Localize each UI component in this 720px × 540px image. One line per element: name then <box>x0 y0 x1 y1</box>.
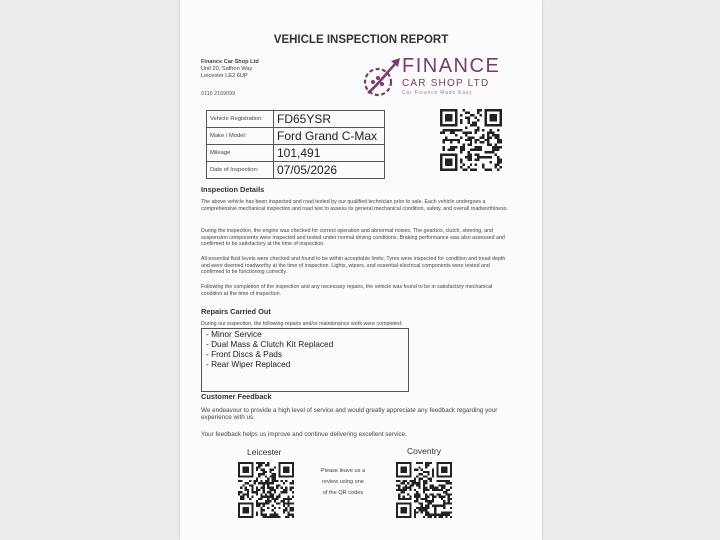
review-prompt-line-3: of the QR codes <box>322 490 364 496</box>
inspection-date-value: 07/05/2026 <box>274 162 385 179</box>
review-prompt-line-2: review using one <box>322 479 364 485</box>
repairs-list <box>201 328 409 392</box>
table-row <box>207 145 385 162</box>
list-item: - Minor Service <box>206 329 262 339</box>
leicester-label: Leicester <box>247 447 282 457</box>
address-line-1: Unit 20, Saffron Way <box>201 66 253 72</box>
table-row <box>207 128 385 145</box>
feedback-heading: Customer Feedback <box>201 392 272 401</box>
address-line-2: Leicester LE2 6UP <box>201 73 248 79</box>
repairs-heading: Repairs Carried Out <box>201 307 271 316</box>
review-prompt-line-1: Please leave us a <box>320 468 366 474</box>
qr-code-icon <box>440 108 502 172</box>
leicester-qr-code-icon <box>238 461 294 519</box>
vehicle-details-table <box>206 110 385 179</box>
mileage-label: Mileage <box>207 145 274 162</box>
list-item: - Dual Mass & Clutch Kit Replaced <box>206 339 334 349</box>
make-model-value: Ford Grand C-Max <box>274 128 385 145</box>
feedback-paragraph-2: Your feedback helps us improve and continue delivering excellent service. <box>201 431 407 438</box>
vehicle-registration-value: FD65YSR <box>274 111 385 128</box>
report-page <box>180 0 542 540</box>
inspection-date-label: Date of Inspection: <box>207 162 274 179</box>
inspection-paragraph-3: All essential fluid levels were checked and found to be within acceptable limits. Tyres were inspected for condition and tread depth and were deemed roadworthy at the time of inspection. Lights, wipers, and essential electrical components were tested and confirmed to be functioning correctly. <box>201 256 506 276</box>
inspection-heading: Inspection Details <box>201 185 265 194</box>
repairs-intro: During our inspection, the following repairs and/or maintenance work were completed: <box>201 321 403 327</box>
company-address <box>201 59 259 80</box>
review-prompt <box>314 466 372 499</box>
table-row <box>207 162 385 179</box>
mileage-value: 101,491 <box>274 145 385 162</box>
logo-word-car-shop: CAR SHOP LTD <box>402 78 490 89</box>
logo-tagline: Car Finance Made Easy <box>402 90 473 96</box>
company-phone: 0116 2169099 <box>201 91 236 97</box>
report-title: VEHICLE INSPECTION REPORT <box>273 34 449 46</box>
inspection-paragraph-1: The above vehicle has been inspected and road tested by our qualified technician prior to sale. Each vehicle undergoes a comprehensive mechanical inspection and road test to assess its general mechanical condition, safety, and overall roadworthiness. <box>201 199 508 212</box>
coventry-label: Coventry <box>407 446 442 456</box>
inspection-paragraph-4: Following the completion of the inspection and any necessary repairs, the vehicle was found to be in satisfactory mechanical condition at the time of inspection. <box>201 284 493 297</box>
logo-word-finance: FINANCE <box>402 55 501 77</box>
coventry-qr-code-icon <box>396 461 452 519</box>
company-name: Finance Car Shop Ltd <box>201 59 259 65</box>
feedback-paragraph-1: We endeavour to provide a high level of service and would greatly appreciate any feedback regarding your experience with us. <box>201 407 498 422</box>
list-item: - Rear Wiper Replaced <box>206 359 291 369</box>
table-row <box>207 111 385 128</box>
inspection-paragraph-2: During the inspection, the engine was checked for correct operation and abnormal noises. The gearbox, clutch, steering, and suspension components were inspected and tested under normal driving conditions. Braking performance was also assessed and confirmed to be satisfactory at the time of inspection. <box>201 228 505 248</box>
make-model-label: Make / Model: <box>207 128 274 145</box>
vehicle-registration-label: Vehicle Registration: <box>207 111 274 128</box>
list-item: - Front Discs & Pads <box>206 349 283 359</box>
